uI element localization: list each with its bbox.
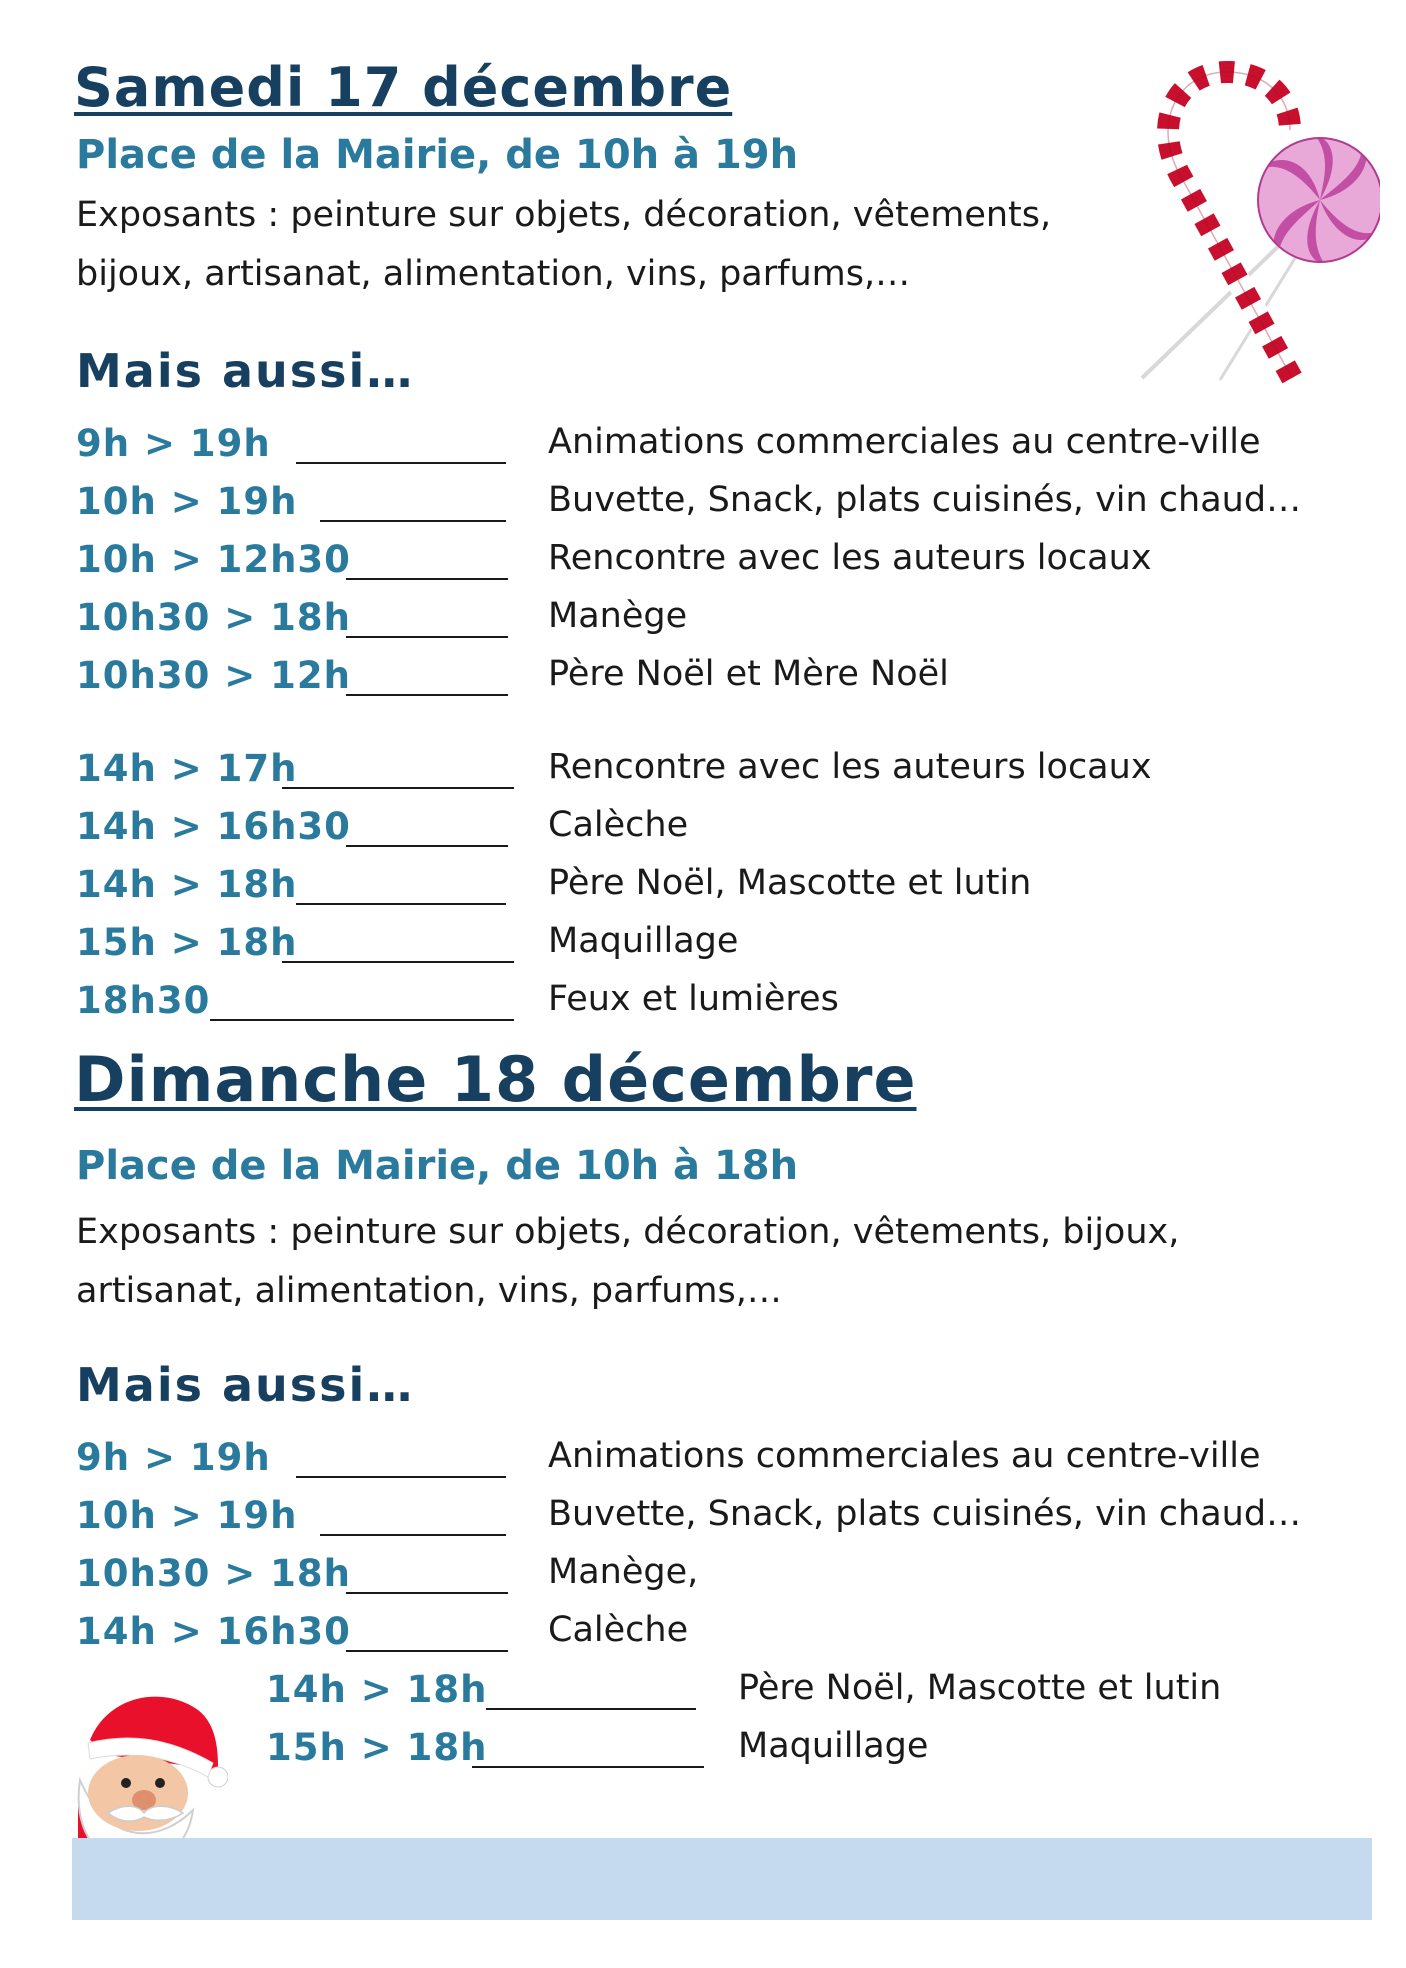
leader-line bbox=[346, 1650, 508, 1652]
sunday-title: Dimanche 18 décembre bbox=[74, 1043, 917, 1116]
schedule-activity: Maquillage bbox=[738, 1726, 929, 1766]
sunday-exhibitors: Exposants : peinture sur objets, décoration, vêtements, bijoux, artisanat, alimentation, vins, parfums,… bbox=[76, 1212, 1180, 1311]
schedule-activity: Buvette, Snack, plats cuisinés, vin chaud… bbox=[548, 480, 1302, 520]
schedule-activity: Calèche bbox=[548, 1610, 689, 1650]
leader-line bbox=[346, 845, 508, 847]
schedule-activity: Père Noël, Mascotte et lutin bbox=[738, 1668, 1222, 1708]
leader-line bbox=[472, 1766, 704, 1768]
schedule-time: 14h > 17h bbox=[76, 747, 298, 790]
schedule-activity: Feux et lumières bbox=[548, 979, 839, 1019]
candy-cane-icon bbox=[1140, 60, 1380, 385]
leader-line bbox=[282, 787, 514, 789]
schedule-time: 18h30 bbox=[76, 979, 211, 1022]
saturday-mais-aussi: Mais aussi… bbox=[76, 344, 415, 398]
saturday-exhibitors: Exposants : peinture sur objets, décoration, vêtements, bijoux, artisanat, alimentation, vins, parfums,… bbox=[76, 195, 1052, 294]
schedule-activity: Rencontre avec les auteurs locaux bbox=[548, 747, 1152, 787]
schedule-time: 15h > 18h bbox=[76, 921, 298, 964]
schedule-activity: Père Noël et Mère Noël bbox=[548, 654, 949, 694]
schedule-activity: Maquillage bbox=[548, 921, 739, 961]
leader-line bbox=[320, 1534, 506, 1536]
schedule-time: 10h30 > 18h bbox=[76, 596, 351, 639]
schedule-time: 10h > 19h bbox=[76, 1494, 298, 1537]
leader-line bbox=[346, 1592, 508, 1594]
schedule-time: 9h > 19h bbox=[76, 1436, 271, 1479]
leader-line bbox=[282, 961, 514, 963]
schedule-time: 10h > 19h bbox=[76, 480, 298, 523]
schedule-time: 10h30 > 18h bbox=[76, 1552, 351, 1595]
schedule-activity: Père Noël, Mascotte et lutin bbox=[548, 863, 1032, 903]
schedule-time: 14h > 16h30 bbox=[76, 1610, 351, 1653]
schedule-time: 14h > 18h bbox=[76, 863, 298, 906]
leader-line bbox=[296, 462, 506, 464]
sunday-place: Place de la Mairie, de 10h à 18h bbox=[76, 1143, 799, 1189]
schedule-time: 10h30 > 12h bbox=[76, 654, 351, 697]
leader-line bbox=[296, 903, 506, 905]
schedule-activity: Manège bbox=[548, 596, 688, 636]
schedule-time: 10h > 12h30 bbox=[76, 538, 351, 581]
leader-line bbox=[486, 1708, 696, 1710]
leader-line bbox=[296, 1476, 506, 1478]
schedule-time: 14h > 16h30 bbox=[76, 805, 351, 848]
schedule-activity: Rencontre avec les auteurs locaux bbox=[548, 538, 1152, 578]
leader-line bbox=[346, 694, 508, 696]
saturday-place: Place de la Mairie, de 10h à 19h bbox=[76, 132, 799, 178]
schedule-time: 9h > 19h bbox=[76, 422, 271, 465]
leader-line bbox=[346, 578, 508, 580]
schedule-activity: Animations commerciales au centre-ville bbox=[548, 1436, 1261, 1476]
schedule-time: 14h > 18h bbox=[266, 1668, 488, 1711]
sunday-mais-aussi: Mais aussi… bbox=[76, 1358, 415, 1412]
leader-line bbox=[346, 636, 508, 638]
saturday-title: Samedi 17 décembre bbox=[74, 56, 733, 119]
schedule-activity: Animations commerciales au centre-ville bbox=[548, 422, 1261, 462]
schedule-activity: Manège, bbox=[548, 1552, 699, 1592]
schedule-activity: Buvette, Snack, plats cuisinés, vin chaud… bbox=[548, 1494, 1302, 1534]
leader-line bbox=[210, 1019, 514, 1021]
schedule-activity: Calèche bbox=[548, 805, 689, 845]
footer-band bbox=[72, 1838, 1372, 1920]
leader-line bbox=[320, 520, 506, 522]
schedule-time: 15h > 18h bbox=[266, 1726, 488, 1769]
